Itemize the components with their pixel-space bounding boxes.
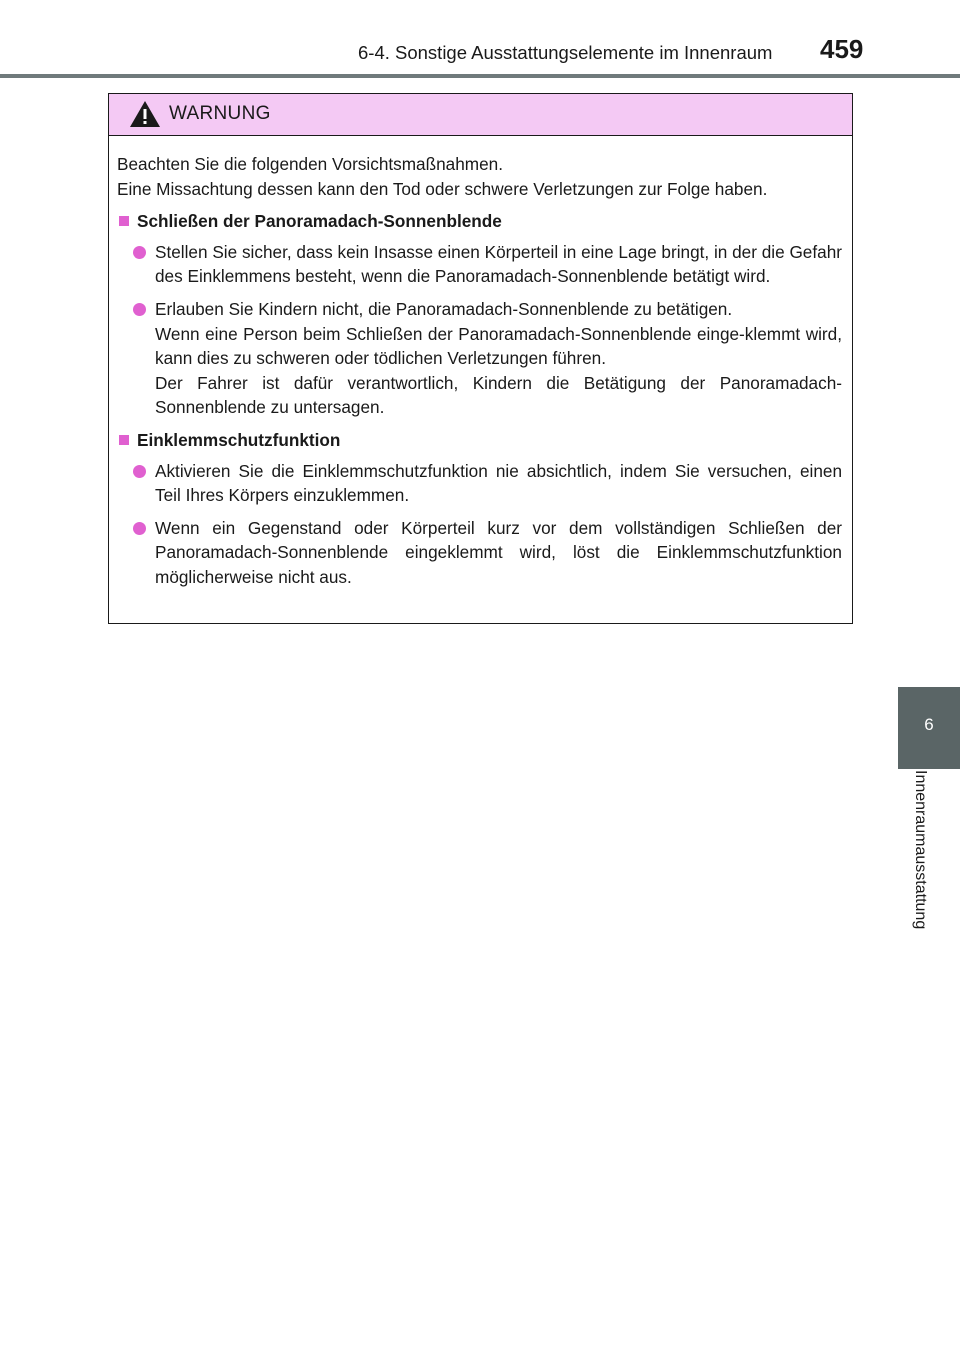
- chapter-tab: [898, 687, 960, 769]
- round-bullet-icon: [133, 303, 146, 316]
- item-text: Der Fahrer ist dafür verantwortlich, Kindern die Betätigung der Panoramadach-Sonnenblende zu untersagen.: [155, 372, 842, 418]
- warning-box: [108, 93, 853, 624]
- page-number: 459: [820, 34, 864, 64]
- square-bullet-icon: [119, 216, 129, 226]
- list-item: [117, 240, 842, 289]
- item-text: Wenn eine Person beim Schließen der Panoramadach-Sonnenblende einge-klemmt wird, kann dies zu schweren oder tödlichen Verletzungen führen.: [155, 323, 842, 369]
- warning-triangle-icon: [129, 100, 161, 128]
- item-text: Erlauben Sie Kindern nicht, die Panoramadach-Sonnenblende zu betätigen.: [155, 298, 733, 319]
- item-text: Wenn ein Gegenstand oder Körperteil kurz vor dem vollständigen Schließen der Panoramadach-Sonnenblende eingeklemmt wird, löst die Einklemmschutzfunktion möglicherweise nicht aus.: [155, 517, 842, 587]
- section-title: 6-4. Sonstige Ausstattungselemente im Innenraum: [358, 42, 773, 63]
- warning-body: [109, 136, 852, 590]
- round-bullet-icon: [133, 465, 146, 478]
- list-item: [117, 459, 842, 508]
- list-item: [117, 297, 842, 420]
- section-heading-text: Einklemmschutzfunktion: [137, 429, 341, 450]
- warning-title: WARNUNG: [169, 103, 271, 124]
- list-item: [117, 516, 842, 590]
- round-bullet-icon: [133, 522, 146, 535]
- section-heading: [117, 209, 842, 234]
- section-heading-text: Schließen der Panoramadach-Sonnenblende: [137, 211, 502, 232]
- warning-intro: [117, 152, 842, 201]
- round-bullet-icon: [133, 246, 146, 259]
- section-heading: [117, 428, 842, 453]
- item-text: Stellen Sie sicher, dass kein Insasse einen Körperteil in eine Lage bringt, in der die Gefahr des Einklemmens besteht, wenn die Panoramadach-Sonnenblende betätigt wird.: [155, 241, 842, 287]
- intro-line: Beachten Sie die folgenden Vorsichtsmaßnahmen.: [117, 154, 504, 174]
- square-bullet-icon: [119, 435, 129, 445]
- chapter-number: 6: [924, 715, 934, 734]
- chapter-label: Innenraumausstattung: [912, 770, 929, 930]
- item-text: Aktivieren Sie die Einklemmschutzfunktion nie absichtlich, indem Sie versuchen, einen Teil Ihres Körpers einzuklemmen.: [155, 460, 842, 506]
- warning-header: [109, 94, 852, 136]
- intro-line: Eine Missachtung dessen kann den Tod oder schwere Verletzungen zur Folge haben.: [117, 178, 768, 199]
- header-rule: [0, 74, 960, 78]
